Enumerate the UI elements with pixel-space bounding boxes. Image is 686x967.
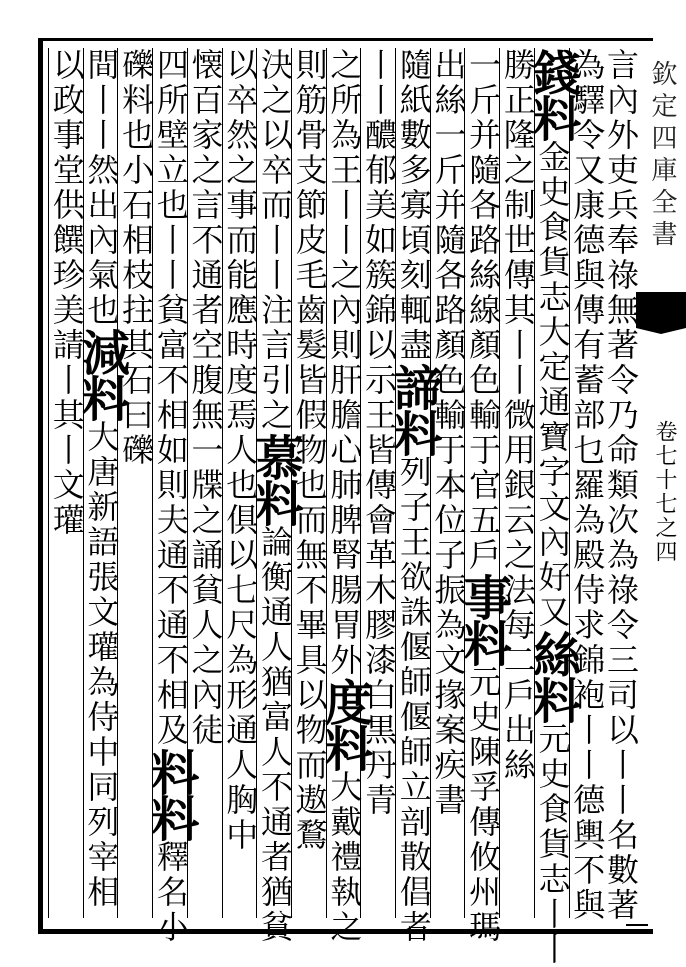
column-text: 釋名小 xyxy=(151,840,190,945)
text-column xyxy=(142,48,199,945)
column-text: 金史食貨志大定通寶字文內好又 xyxy=(533,140,572,630)
column-text: 之法每二戶出絲 xyxy=(498,538,537,783)
text-column xyxy=(524,48,581,967)
entry-heading: 諦料 xyxy=(385,363,442,455)
column-text: 石曰礫 xyxy=(117,363,156,468)
column-text: 出絲一斤并隨各路顏色輸于本位 xyxy=(429,48,468,538)
text-column xyxy=(430,48,466,918)
column-text: 以示王皆傳會革木膠漆白黒丹青 xyxy=(360,328,399,818)
text-column xyxy=(455,48,512,945)
frame-top-tick xyxy=(626,38,648,40)
entry-heading: 減料 xyxy=(73,328,130,420)
column-text: 人也俱以七尺為形通人胸中 xyxy=(221,433,260,853)
column-text: 一斤并隨各路絲線顏色輸于官五戶 xyxy=(464,48,503,573)
column-text: 元史陳孚傳攸州瑪 xyxy=(464,665,503,945)
text-column xyxy=(73,48,130,918)
column-text: 子振為文掾案疾書 xyxy=(429,538,468,818)
column-text: 以物而遨鶩 xyxy=(290,678,329,853)
entry-heading: 錢料 xyxy=(524,48,581,140)
text-column xyxy=(385,48,442,945)
column-text: 大戴禮執之 xyxy=(325,770,364,945)
column-text: 為驛令又康德與傳有蓄部乜羅為殿侍求錦袍丨丨德輿不與 xyxy=(568,48,607,923)
fore-edge-volume: 卷七十七之四 xyxy=(652,420,677,564)
text-column xyxy=(222,48,258,918)
text-column xyxy=(316,48,373,945)
fish-tail-mark xyxy=(636,292,686,328)
entry-heading: 事料 xyxy=(455,573,512,665)
text-column xyxy=(246,48,303,945)
entry-heading: 料料 xyxy=(142,748,199,840)
column-text: 論衡通人猶富人不通者猶貧 xyxy=(255,525,294,945)
column-text: 決之以卒而丨丨注言引之 xyxy=(255,48,294,433)
column-text: 勝正隆之制世傳其丨丨微用銀云 xyxy=(498,48,537,538)
column-text: 則筋骨支節皮毛齒髮皆假物也而無不畢具 xyxy=(290,48,329,678)
entry-heading: 絲料 xyxy=(524,630,581,722)
fore-edge-title xyxy=(642,60,682,300)
text-column xyxy=(601,48,640,923)
column-text: 之所為王丨丨之內則肝膽心肺脾腎腸胃外 xyxy=(325,48,364,678)
column-text: 言內外吏兵奉祿無著令乃命類次為祿令三司以丨丨名數著 xyxy=(601,48,640,923)
text-columns xyxy=(47,48,640,967)
text-column xyxy=(48,48,84,918)
column-text: 以卒然之事而能應時度焉 xyxy=(221,48,260,433)
entry-heading: 度料 xyxy=(316,678,373,770)
fore-edge-title-text: 欽定四庫全書 xyxy=(647,60,677,252)
column-text: 大唐新語張文瓘為侍中同列宰相 xyxy=(82,420,121,910)
column-text: 丨丨醲郁美如簇錦 xyxy=(360,48,399,328)
column-text: 列子王欲誅偃師偃師立剖散倡者 xyxy=(394,455,433,945)
column-text: 礫料也小石相枝拄其 xyxy=(117,48,156,363)
column-text: 以政事堂供饌珍美請丨其丨文瓘 xyxy=(47,48,86,538)
column-text: 隨紙數多寡頃刻輒盡 xyxy=(394,48,433,363)
text-column xyxy=(568,48,607,923)
column-text: 元史食貨志丨丨 xyxy=(533,722,572,967)
column-text: 四所壁立也丨丨貧富不相如則夫通不通不相及 xyxy=(151,48,190,748)
text-column xyxy=(117,48,156,918)
text-column xyxy=(360,48,399,918)
frame-bottom-tick xyxy=(626,924,648,926)
column-text: 間丨丨然出內氣也 xyxy=(82,48,121,328)
column-text: 懐百家之言不通者空腹無一牒之誦貧人之內徒 xyxy=(186,48,225,748)
entry-heading: 慕料 xyxy=(246,433,303,525)
text-column xyxy=(499,48,535,918)
